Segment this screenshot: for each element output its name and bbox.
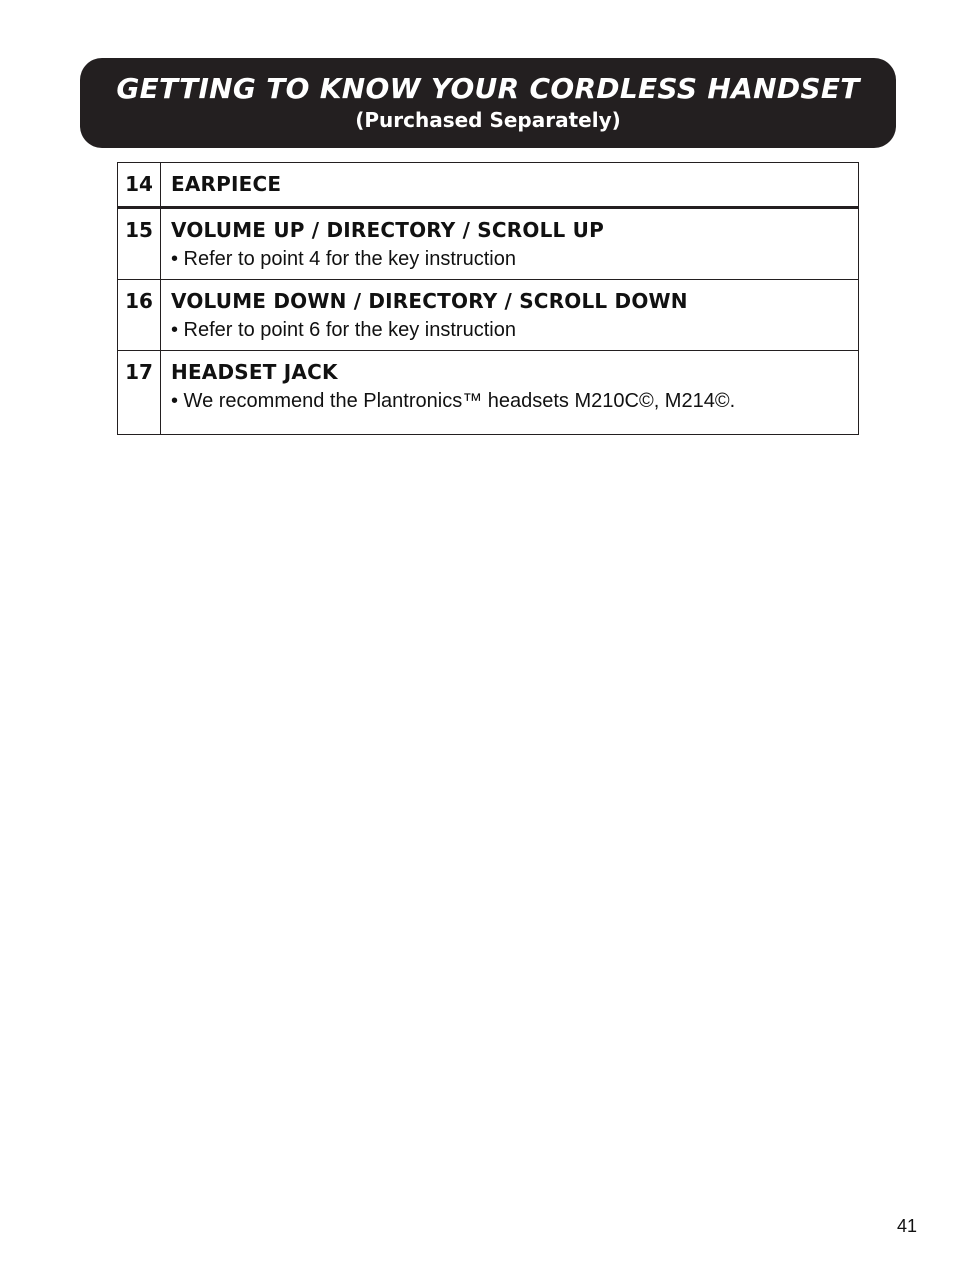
item-content [161, 280, 859, 351]
item-number: 15 [118, 208, 161, 280]
item-heading: EARPIECE [171, 172, 282, 196]
table-row [118, 163, 859, 208]
page-title: GETTING TO KNOW YOUR CORDLESS HANDSET [116, 72, 860, 105]
section-header-banner [80, 58, 896, 148]
item-number: 17 [118, 351, 161, 435]
item-heading: HEADSET JACK [171, 360, 338, 384]
item-content [161, 163, 859, 208]
table-row [118, 208, 859, 280]
item-heading: VOLUME UP / DIRECTORY / SCROLL UP [171, 218, 604, 242]
item-content [161, 351, 859, 435]
table-row [118, 351, 859, 435]
item-description: • We recommend the Plantronics™ headsets M210C©, M214©. [171, 390, 736, 412]
handset-parts-table [117, 162, 859, 435]
item-description: • Refer to point 4 for the key instruction [171, 248, 516, 270]
item-number: 14 [118, 163, 161, 208]
item-content [161, 208, 859, 280]
page-number: 41 [896, 1216, 917, 1236]
item-heading: VOLUME DOWN / DIRECTORY / SCROLL DOWN [171, 289, 688, 313]
item-number: 16 [118, 280, 161, 351]
item-description: • Refer to point 6 for the key instruction [171, 319, 516, 341]
page-subtitle: (Purchased Separately) [355, 108, 621, 132]
table-row [118, 280, 859, 351]
